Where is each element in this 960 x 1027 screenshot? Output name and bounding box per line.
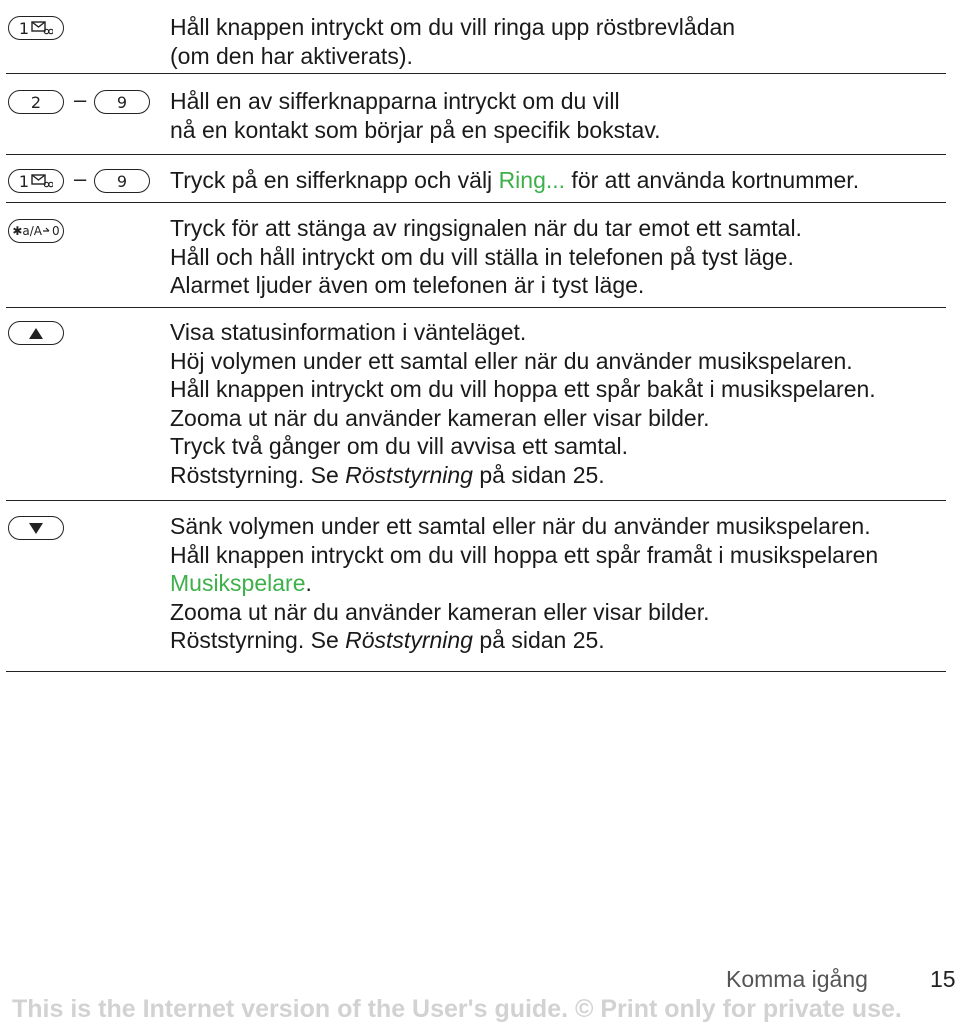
- key-description: [170, 308, 946, 500]
- desc-line: [170, 569, 946, 598]
- page-number: 15: [930, 966, 956, 992]
- desc-line: Tryck två gånger om du vill avvisa ett samtal.: [170, 433, 629, 460]
- desc-line: Sänk volymen under ett samtal eller när du använder musikspelaren.: [170, 513, 871, 539]
- key-cell: [6, 74, 170, 154]
- key-description: [170, 501, 946, 671]
- watermark: This is the Internet version of the User's guide. © Print only for private use.: [12, 995, 902, 1023]
- desc-line: Håll en av sifferknapparna intryckt om du vill: [170, 88, 620, 114]
- key-description: [170, 203, 946, 307]
- volume-down-key-icon: [8, 516, 64, 540]
- key-row-volume-up: [6, 308, 946, 501]
- desc-line: [170, 461, 946, 490]
- desc-line: Tryck för att stänga av ringsignalen när du tar emot ett samtal.: [170, 215, 802, 241]
- music-player-link[interactable]: Musikspelare: [170, 570, 306, 597]
- range-dash: –: [74, 166, 87, 191]
- voice-control-ref: Röststyrning: [345, 627, 473, 654]
- ring-link[interactable]: Ring...: [498, 167, 566, 193]
- 2-key-icon: 2: [8, 90, 64, 114]
- desc-line: Alarmet ljuder även om telefonen är i tyst läge.: [170, 272, 645, 299]
- key-cell: [6, 308, 170, 500]
- desc-text: på sidan 25.: [472, 461, 605, 488]
- key-cell: [6, 203, 170, 307]
- desc-line: Håll och håll intryckt om du vill ställa in telefonen på tyst läge.: [170, 243, 794, 270]
- key-cell: [6, 155, 170, 202]
- desc-text: .: [305, 570, 312, 597]
- volume-up-key-icon: [8, 321, 64, 345]
- arrow-down-icon: [29, 523, 43, 534]
- key-row-voicemail: [6, 0, 946, 74]
- desc-line: Visa statusinformation i vänteläget.: [170, 319, 527, 345]
- key-row-silent: [6, 203, 946, 308]
- desc-text: på sidan 25.: [472, 627, 605, 654]
- desc-text: Röststyrning. Se: [170, 461, 346, 488]
- desc-line: Zooma ut när du använder kameran eller visar bilder.: [170, 598, 710, 625]
- key-description: [170, 0, 946, 73]
- key-cell: [6, 0, 170, 73]
- desc-line: [170, 626, 946, 655]
- desc-line: Höj volymen under ett samtal eller när du använder musikspelaren.: [170, 347, 853, 374]
- desc-text: Röststyrning. Se: [170, 627, 346, 654]
- desc-line: Zooma ut när du använder kameran eller visar bilder.: [170, 404, 710, 431]
- key-description: [170, 74, 946, 154]
- desc-text: för att använda kortnummer.: [565, 167, 860, 193]
- footer-section-title: Komma igång: [726, 966, 868, 992]
- range-dash: –: [74, 87, 87, 112]
- desc-line: Håll knappen intryckt om du vill hoppa ett spår framåt i musikspelaren: [170, 541, 879, 568]
- 1-voicemail-key-icon: 1: [8, 16, 64, 40]
- key-description: [170, 155, 946, 202]
- key-row-speed-dial-letter: [6, 74, 946, 155]
- arrow-up-icon: [29, 328, 43, 339]
- 9-key-icon: 9: [94, 90, 150, 114]
- star-key-icon: ✱a/A 0: [8, 219, 64, 243]
- desc-line: nå en kontakt som börjar på en specifik bokstav.: [170, 116, 661, 143]
- 9-key-icon: 9: [94, 169, 150, 193]
- desc-line: Håll knappen intryckt om du vill hoppa ett spår bakåt i musikspelaren.: [170, 376, 876, 403]
- key-function-table: [6, 0, 946, 672]
- key-cell: [6, 501, 170, 671]
- desc-line: [170, 166, 946, 195]
- desc-text: Tryck på en sifferknapp och välj: [170, 167, 499, 193]
- key-row-volume-down: [6, 501, 946, 672]
- desc-line: Håll knappen intryckt om du vill ringa upp röstbrevlådan: [170, 14, 736, 40]
- voice-control-ref: Röststyrning: [345, 461, 473, 488]
- desc-line: (om den har aktiverats).: [170, 42, 413, 69]
- 1-voicemail-key-icon: 1: [8, 169, 64, 193]
- key-row-speed-dial: [6, 155, 946, 203]
